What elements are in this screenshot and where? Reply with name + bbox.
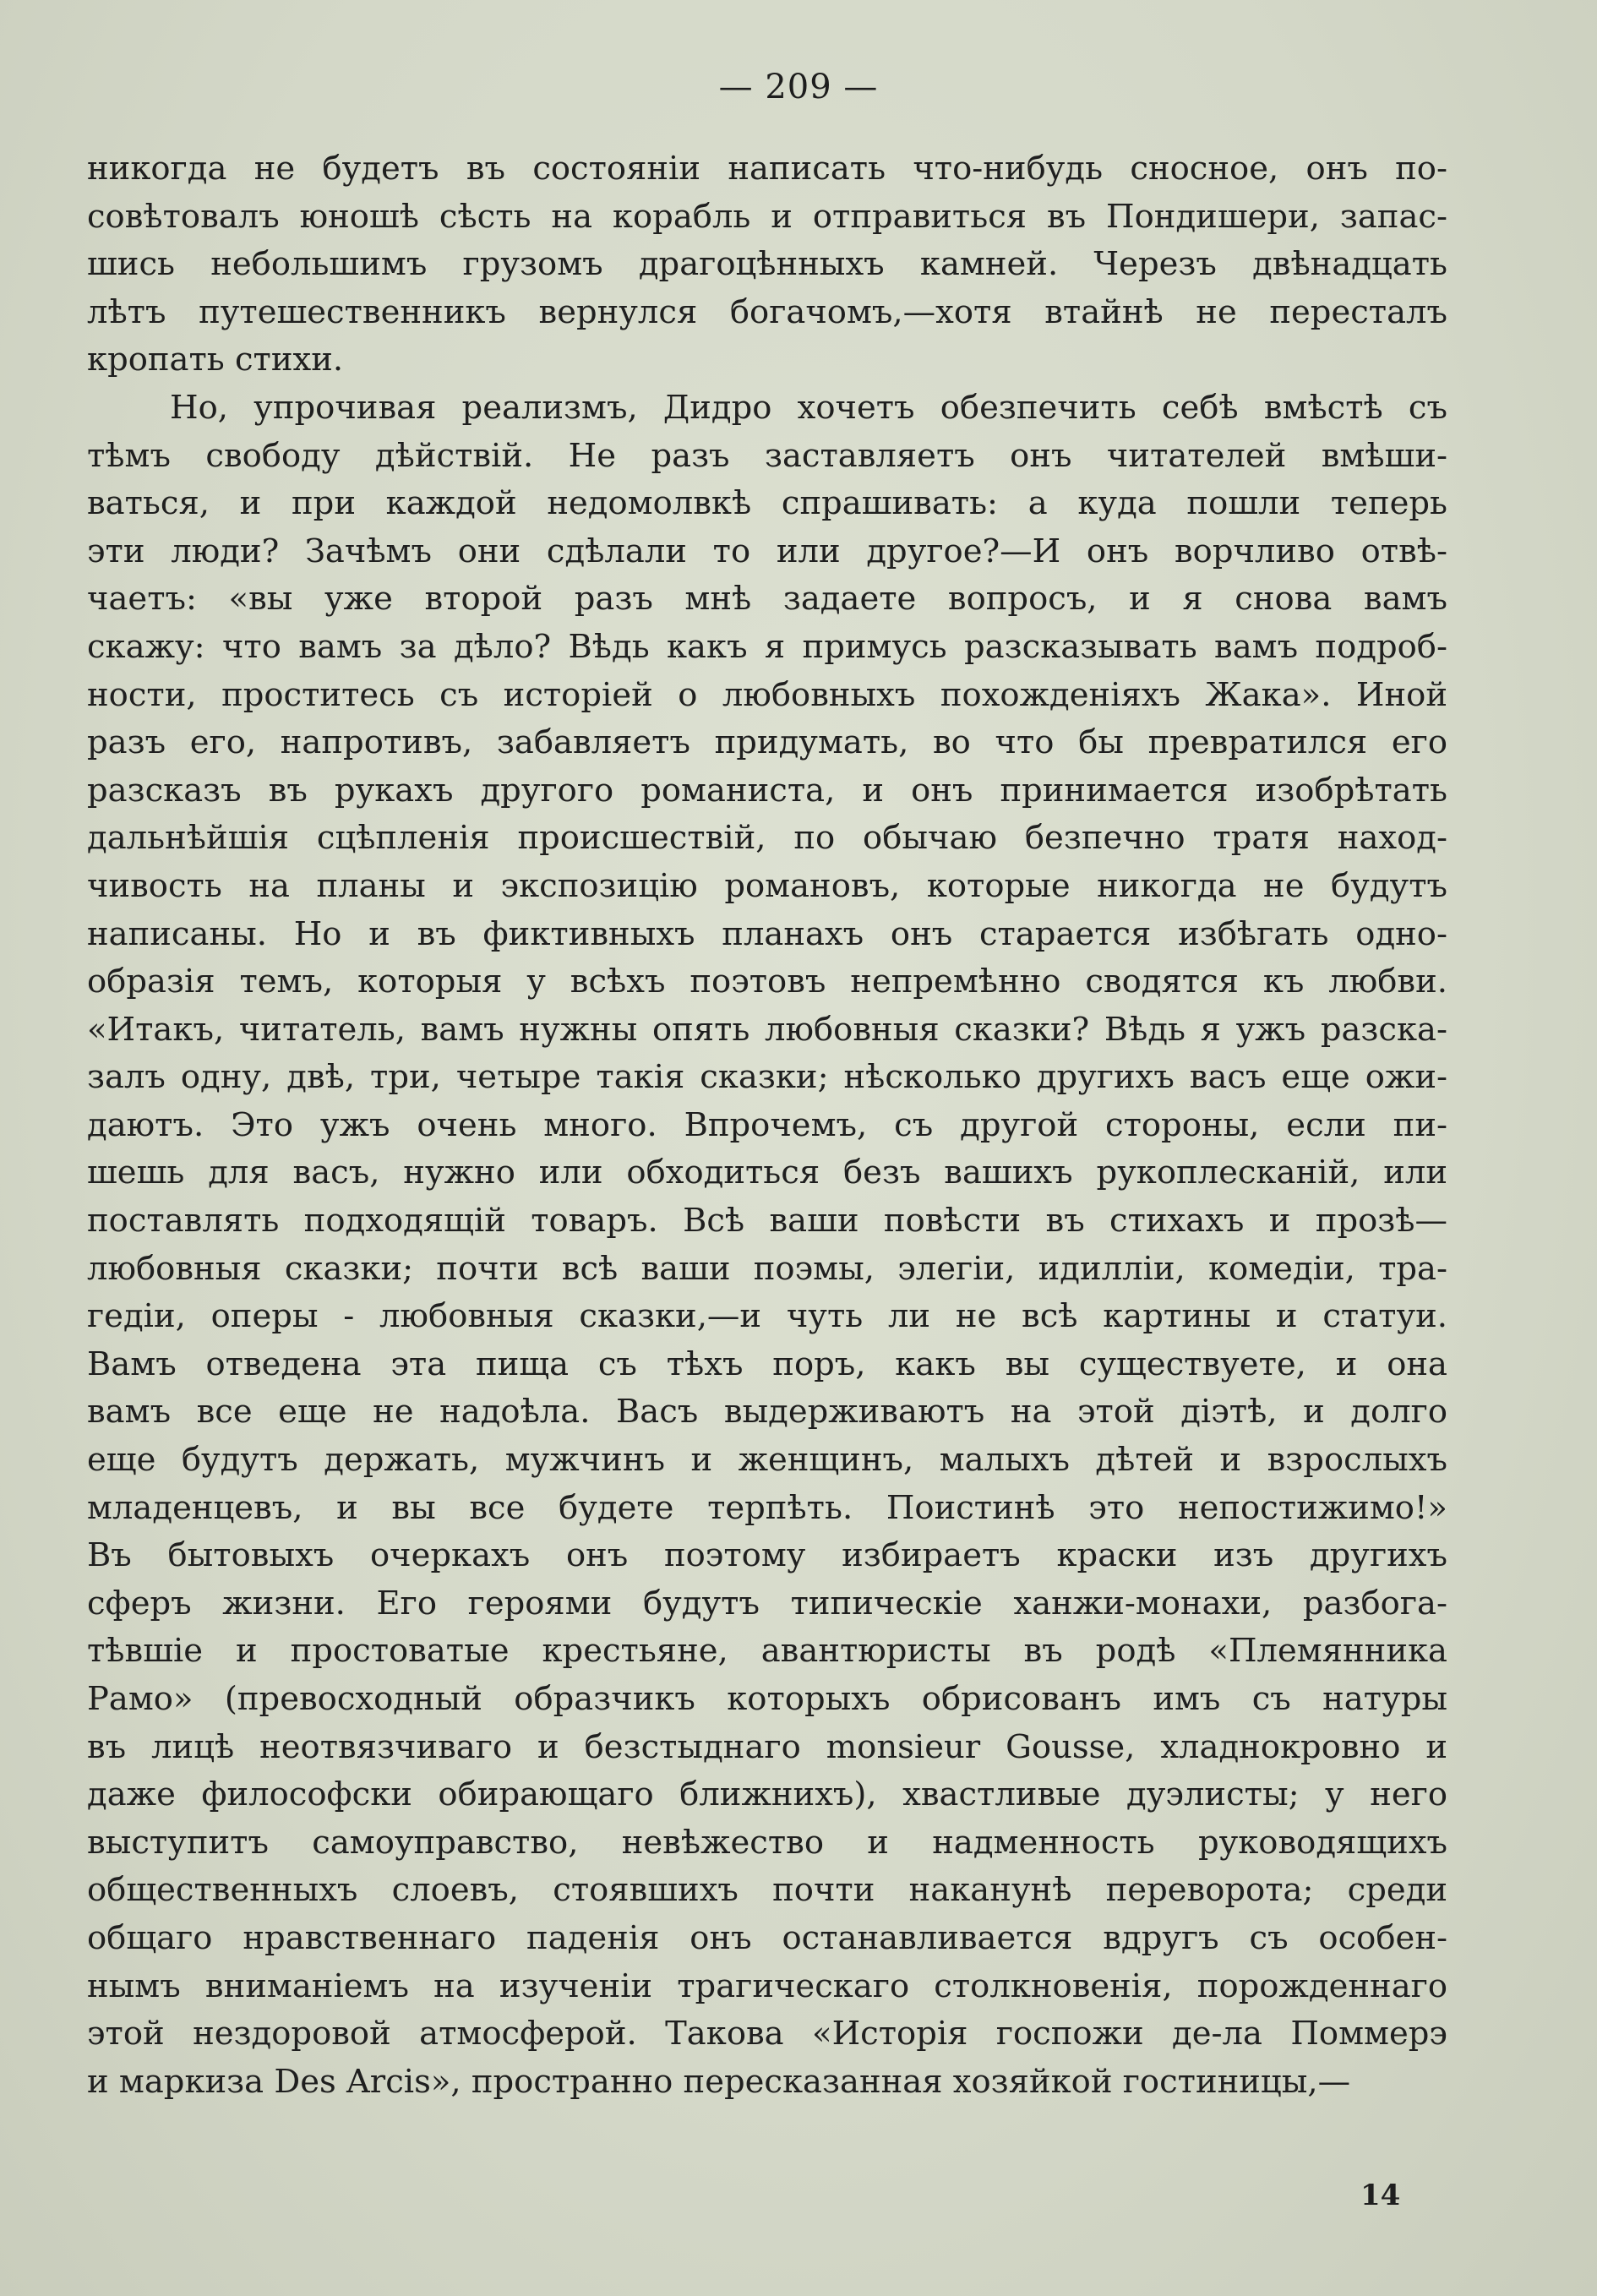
text-line: шись небольшимъ грузомъ драгоцѣнныхъ камней. Черезъ двѣнадцать (87, 245, 1447, 284)
text-line: Рамо» (превосходный образчикъ которыхъ обрисованъ имъ съ натуры (87, 1680, 1447, 1718)
text-line: общественныхъ слоевъ, стоявшихъ почти наканунѣ переворота; среди (87, 1871, 1447, 1910)
text-line: сферъ жизни. Его героями будутъ типическіе ханжи-монахи, разбога- (87, 1584, 1447, 1622)
text-line: никогда не будетъ въ состояніи написать что-нибудь сносное, онъ по- (87, 150, 1447, 188)
text-line: и маркиза Des Arcis», пространно пересказанная хозяйкой гостиницы,— (87, 2062, 1351, 2101)
text-line: поставлять подходящій товаръ. Всѣ ваши повѣсти въ стихахъ и прозѣ— (87, 1202, 1447, 1241)
text-line: чивость на планы и экспозицію романовъ, которые никогда не будутъ (87, 866, 1447, 905)
text-line: «Итакъ, читатель, вамъ нужны опять любовныя сказки? Вѣдь я ужъ разска- (87, 1010, 1447, 1049)
text-line: шешь для васъ, нужно или обходиться безъ вашихъ рукоплесканій, или (87, 1153, 1447, 1192)
text-line: разъ его, напротивъ, забавляетъ придумать, во что бы превратился его (87, 723, 1447, 762)
text-line: въ лицѣ неотвязчиваго и безстыднаго monsieur Gousse, хладнокровно и (87, 1727, 1447, 1766)
text-line: эти люди? Зачѣмъ они сдѣлали то или другое?—И онъ ворчливо отвѣ- (87, 532, 1447, 570)
text-line: выступитъ самоуправство, невѣжество и надменность руководящихъ (87, 1823, 1447, 1862)
text-line: вамъ все еще не надоѣла. Васъ выдерживаютъ на этой діэтѣ, и долго (87, 1393, 1447, 1432)
text-line: младенцевъ, и вы все будете терпѣть. Поистинѣ это непостижимо!» (87, 1488, 1447, 1527)
text-line: Въ бытовыхъ очеркахъ онъ поэтому избираетъ краски изъ другихъ (87, 1536, 1447, 1575)
page-number: — 209 — (718, 68, 879, 106)
signature-mark: 14 (1360, 2179, 1401, 2212)
text-line: любовныя сказки; почти всѣ ваши поэмы, элегіи, идилліи, комедіи, тра- (87, 1249, 1447, 1288)
text-line: дальнѣйшія сцѣпленія происшествій, по обычаю безпечно тратя наход- (87, 819, 1447, 858)
text-line: образія темъ, которыя у всѣхъ поэтовъ непремѣнно сводятся къ любви. (87, 963, 1447, 1001)
text-line: разсказъ въ рукахъ другого романиста, и онъ принимается изобрѣтать (87, 771, 1447, 810)
text-line: залъ одну, двѣ, три, четыре такія сказки; нѣсколько другихъ васъ еще ожи- (87, 1058, 1447, 1097)
text-line: ваться, и при каждой недомолвкѣ спрашивать: а куда пошли теперь (87, 484, 1447, 523)
body-text (87, 145, 1447, 2106)
text-line: совѣтовалъ юношѣ сѣсть на корабль и отправиться въ Пондишери, запас- (87, 197, 1447, 236)
text-line: Но, упрочивая реализмъ, Дидро хочетъ обезпечить себѣ вмѣстѣ съ (170, 388, 1447, 427)
text-line: тѣмъ свободу дѣйствій. Не разъ заставляетъ онъ читателей вмѣши- (87, 436, 1447, 475)
text-line: кропать стихи. (87, 341, 344, 379)
text-line: ности, проститесь съ исторіей о любовныхъ похожденіяхъ Жака». Иной (87, 675, 1447, 714)
text-line: даже философски обирающаго ближнихъ), хвастливые дуэлисты; у него (87, 1775, 1447, 1814)
text-line: даютъ. Это ужъ очень много. Впрочемъ, съ другой стороны, если пи- (87, 1105, 1447, 1144)
text-line: написаны. Но и въ фиктивныхъ планахъ онъ старается избѣгать одно- (87, 914, 1447, 953)
text-line: Вамъ отведена эта пища съ тѣхъ поръ, какъ вы существуете, и она (87, 1344, 1447, 1383)
text-line: еще будутъ держать, мужчинъ и женщинъ, малыхъ дѣтей и взрослыхъ (87, 1441, 1447, 1480)
text-line: лѣтъ путешественникъ вернулся богачомъ,—хотя втайнѣ не переcталъ (87, 292, 1447, 331)
text-line: общаго нравственнаго паденія онъ останавливается вдругъ съ особен- (87, 1918, 1447, 1957)
text-line: скажу: что вамъ за дѣло? Вѣдь какъ я примусь разсказывать вамъ подроб- (87, 627, 1447, 666)
text-line: нымъ вниманіемъ на изученіи трагическаго столкновенія, порожденнаго (87, 1966, 1447, 2005)
text-line: чаетъ: «вы уже второй разъ мнѣ задаете вопросъ, и я снова вамъ (87, 580, 1447, 619)
text-line: гедіи, оперы - любовныя сказки,—и чуть ли не всѣ картины и статуи. (87, 1297, 1447, 1336)
text-line: этой нездоровой атмосферой. Такова «Исторія госпожи де-ла Поммерэ (87, 2015, 1447, 2053)
text-line: тѣвшіе и простоватые крестьяне, авантюристы въ родѣ «Племянника (87, 1632, 1447, 1671)
